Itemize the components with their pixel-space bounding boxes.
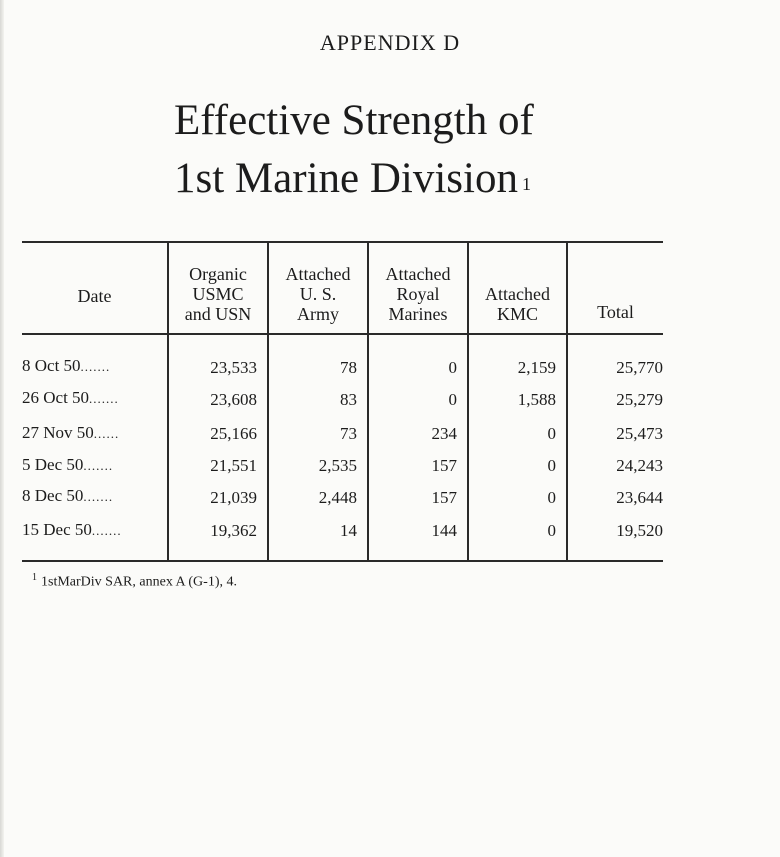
total-cell: 23,644 — [616, 488, 663, 507]
usmc-cell: 21,039 — [210, 488, 257, 507]
army-cell: 83 — [340, 390, 357, 409]
date-cell: 8 Dec 50....... — [22, 486, 114, 505]
date-cell: 8 Oct 50....... — [22, 356, 111, 375]
appendix-heading: APPENDIX D — [319, 30, 461, 55]
usmc-cell: 21,551 — [210, 456, 257, 475]
army-cell: 78 — [340, 358, 357, 377]
column-header-kmc: Attached KMC — [485, 284, 550, 324]
total-cell: 19,520 — [616, 521, 663, 540]
army-cell: 2,448 — [318, 488, 357, 507]
total-cell: 25,473 — [616, 424, 663, 443]
page-title — [174, 92, 534, 213]
total-cell: 25,770 — [616, 358, 663, 377]
date-cell: 26 Oct 50....... — [22, 388, 119, 407]
army-cell: 2,535 — [318, 456, 357, 475]
title-line-1: Effective Strength of — [174, 97, 534, 144]
footnote-mark: 1 — [32, 572, 37, 583]
kmc-cell: 2,159 — [517, 358, 556, 377]
usmc-cell: 19,362 — [210, 521, 257, 540]
army-cell: 73 — [340, 424, 357, 443]
royal-marines-cell: 157 — [431, 488, 457, 507]
title-line-2-text: 1st Marine Division — [174, 155, 518, 202]
column-header-date: Date — [77, 286, 112, 306]
page-edge — [0, 0, 4, 857]
usmc-cell: 25,166 — [210, 424, 257, 443]
total-cell: 25,279 — [616, 390, 663, 409]
date-cell: 15 Dec 50....... — [22, 520, 122, 539]
royal-marines-cell: 234 — [431, 424, 457, 443]
royal-marines-cell: 157 — [431, 456, 457, 475]
royal-marines-cell: 0 — [448, 358, 457, 377]
column-header-total: Total — [597, 302, 634, 322]
kmc-cell: 0 — [547, 488, 556, 507]
kmc-cell: 0 — [547, 424, 556, 443]
usmc-cell: 23,533 — [210, 358, 257, 377]
column-header-army: Attached U. S. Army — [285, 264, 351, 324]
footnote-text: 1stMarDiv SAR, annex A (G-1), 4. — [41, 574, 237, 590]
footnote — [32, 572, 237, 591]
column-header-royal-marines: Attached Royal Marines — [385, 264, 451, 324]
kmc-cell: 1,588 — [517, 390, 556, 409]
kmc-cell: 0 — [547, 521, 556, 540]
column-header-usmc: Organic USMC and USN — [184, 264, 252, 324]
army-cell: 14 — [340, 521, 357, 540]
date-cell: 27 Nov 50...... — [22, 423, 120, 442]
kmc-cell: 0 — [547, 456, 556, 475]
table-bottom-rule — [22, 560, 663, 562]
total-cell: 24,243 — [616, 456, 663, 475]
royal-marines-cell: 144 — [431, 521, 457, 540]
usmc-cell: 23,608 — [210, 390, 257, 409]
royal-marines-cell: 0 — [448, 390, 457, 409]
title-line-2 — [174, 150, 534, 213]
title-footnote-mark: 1 — [521, 174, 531, 194]
date-cell: 5 Dec 50....... — [22, 455, 114, 474]
